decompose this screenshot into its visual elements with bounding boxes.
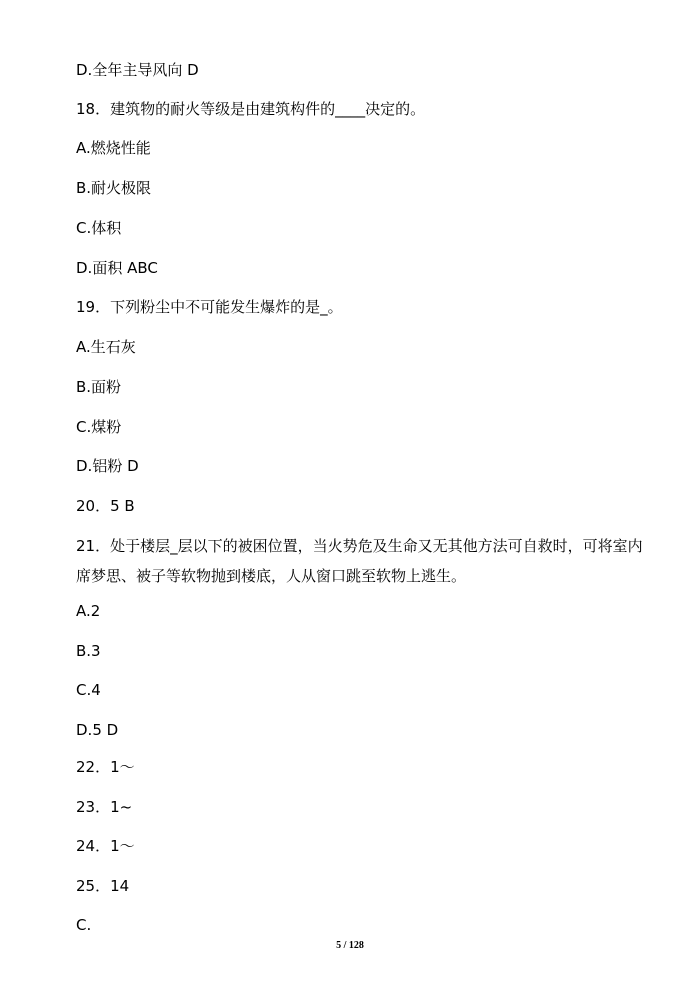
option-line: B.面粉 [76,378,122,396]
option-line: D.铝粉 D [76,457,139,475]
question-22: 22．1～ [76,758,135,776]
question-21: 21．处于楼层_层以下的被困位置，当火势危及生命又无其他方法可自救时，可将室内席梦思、被子等软物抛到楼底，人从窗口跳至软物上逃生。 [76,537,643,585]
question-24: 24．1～ [76,837,135,855]
question-25: 25．14 [76,877,130,895]
question-18: 18．建筑物的耐火等级是由建筑构件的____决定的。 [76,100,426,118]
text-line: D.全年主导风向 D [76,61,199,79]
option-line: D.5 D [76,721,119,739]
option-line: C.体积 [76,219,122,237]
option-line: C. [76,916,92,934]
question-20: 20．5 B [76,497,135,515]
question-19: 19．下列粉尘中不可能发生爆炸的是_。 [76,298,343,316]
option-line: A.2 [76,602,101,620]
option-line: B.3 [76,642,101,660]
question-23: 23．1~ [76,798,133,816]
page-number: 5 / 128 [336,940,364,951]
option-line: B.耐火极限 [76,179,152,197]
option-line: C.4 [76,681,101,699]
option-line: D.面积 ABC [76,259,158,277]
option-line: A.生石灰 [76,338,136,356]
option-line: C.煤粉 [76,418,122,436]
option-line: A.燃烧性能 [76,139,151,157]
